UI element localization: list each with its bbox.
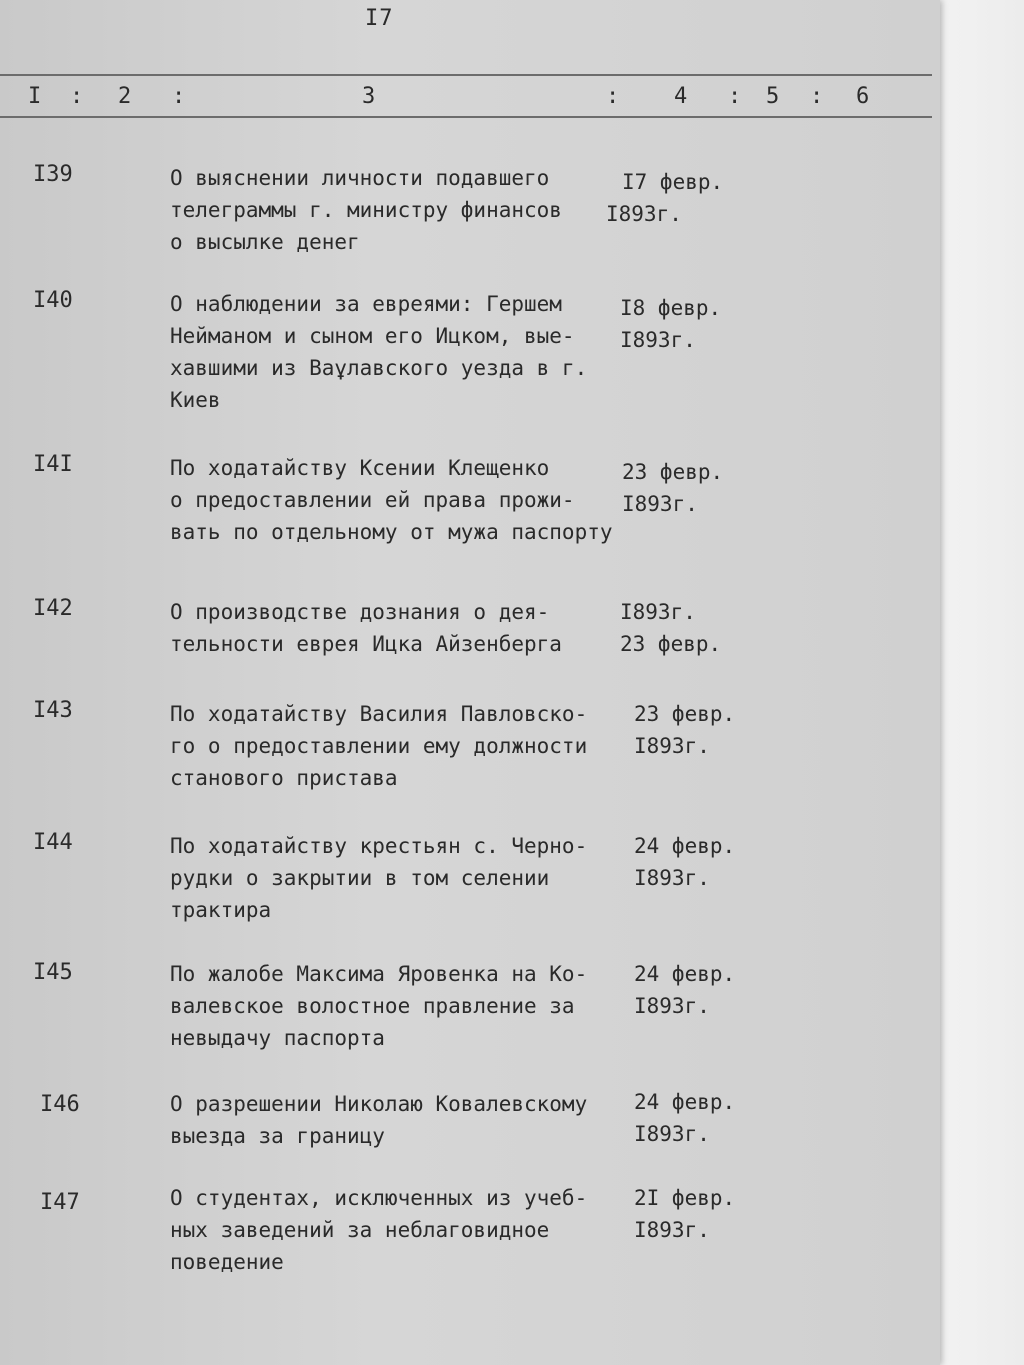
header-bottom-rule [0,116,932,118]
entry-date-day: 23 февр. [622,460,724,484]
entry-description [170,288,587,416]
entry-description [170,162,562,258]
entry-date-day: 23 февр. [634,702,736,726]
entry-description [170,830,587,926]
background-surface [940,0,1024,1365]
entry-date-year: I893г. [620,328,696,352]
entry-text-line: По жалобе Максима Яровенка на Ко- [170,962,588,986]
entry-description [170,596,562,660]
column-separator: : [810,84,824,109]
column-separator: : [728,84,742,109]
entry-description [170,1182,587,1278]
entry-date [622,456,723,520]
column-separator: : [70,84,84,109]
entry-date-day: I8 февр. [620,296,722,320]
entry-number: I44 [33,830,73,855]
column-header-3: 3 [362,84,376,109]
entry-text-line: О производстве дознания о дея- [170,600,550,624]
entry-date-day: 2I февр. [634,1186,736,1210]
entry-text-line: хавшими из Ваұлавского уезда в г. [170,356,588,380]
entry-text-line: валевское волостное правление за [170,994,575,1018]
entry-date-year: I893г. [634,866,710,890]
entry-text-line: выезда за границу [170,1124,385,1148]
entry-number: I46 [40,1092,80,1117]
header-top-rule [0,74,932,76]
entry-date-year: I893г. [634,734,710,758]
entry-description [170,452,613,548]
entry-description [170,698,587,794]
entry-number: I42 [33,596,73,621]
entry-date-year: I893г. [634,994,710,1018]
entry-date [634,958,735,1022]
entry-text-line: о высылке денег [170,230,360,254]
entry-date-year: I893г. [620,600,696,624]
entry-text-line: О разрешении Николаю Ковалевскому [170,1092,588,1116]
entry-text-line: ных заведений за неблаговидное [170,1218,550,1242]
entry-date-year: I893г. [634,1122,710,1146]
entry-number: I39 [33,162,73,187]
entry-date [620,292,721,356]
entry-date [606,166,723,230]
column-separator: : [606,84,620,109]
entry-number: I47 [40,1190,80,1215]
entry-text-line: По ходатайству крестьян с. Черно- [170,834,588,858]
column-header-5: 5 [766,84,780,109]
entry-text-line: о предоставлении ей права прожи- [170,488,575,512]
entry-date [634,698,735,762]
entry-text-line: О наблюдении за евреями: Гершем [170,292,562,316]
entry-text-line: По ходатайству Ксении Клещенко [170,456,550,480]
column-header-2: 2 [118,84,132,109]
entry-text-line: Киев [170,388,221,412]
entry-date [620,596,721,660]
column-header-1: I [28,84,42,109]
column-separator: : [172,84,186,109]
entry-date-day: 24 февр. [634,1090,736,1114]
entry-text-line: станового пристава [170,766,398,790]
entry-date-day: I7 февр. [622,170,724,194]
entry-date [634,1182,735,1246]
entry-text-line: вать по отдельному от мужа паспорту [170,520,613,544]
entry-description [170,958,587,1054]
entry-text-line: Нейманом и сыном его Ицком, вые- [170,324,575,348]
column-header-4: 4 [674,84,688,109]
column-header-6: 6 [856,84,870,109]
entry-text-line: тельности еврея Ицка Айзенберга [170,632,562,656]
entry-text-line: О студентах, исключенных из учеб- [170,1186,588,1210]
entry-text-line: О выяснении личности подавшего [170,166,550,190]
entry-text-line: телеграммы г. министру финансов [170,198,562,222]
entry-date-year: I893г. [634,1218,710,1242]
page-number: I7 [365,6,394,31]
entry-text-line: По ходатайству Василия Павловско- [170,702,588,726]
entry-date-day: 24 февр. [634,834,736,858]
entry-number: I43 [33,698,73,723]
entry-number: I4I [33,452,73,477]
entry-text-line: поведение [170,1250,284,1274]
entry-date [634,1086,735,1150]
entry-text-line: трактира [170,898,272,922]
entry-number: I40 [33,288,73,313]
entry-description [170,1088,587,1152]
entry-text-line: рудки о закрытии в том селении [170,866,550,890]
entry-text-line: го о предоставлении ему должности [170,734,588,758]
entry-number: I45 [33,960,73,985]
entry-date-day: 24 февр. [634,962,736,986]
entry-date [634,830,735,894]
entry-date-year: I893г. [606,202,682,226]
entry-date-year: I893г. [622,492,698,516]
entry-text-line: невыдачу паспорта [170,1026,385,1050]
entry-date-day: 23 февр. [620,632,722,656]
